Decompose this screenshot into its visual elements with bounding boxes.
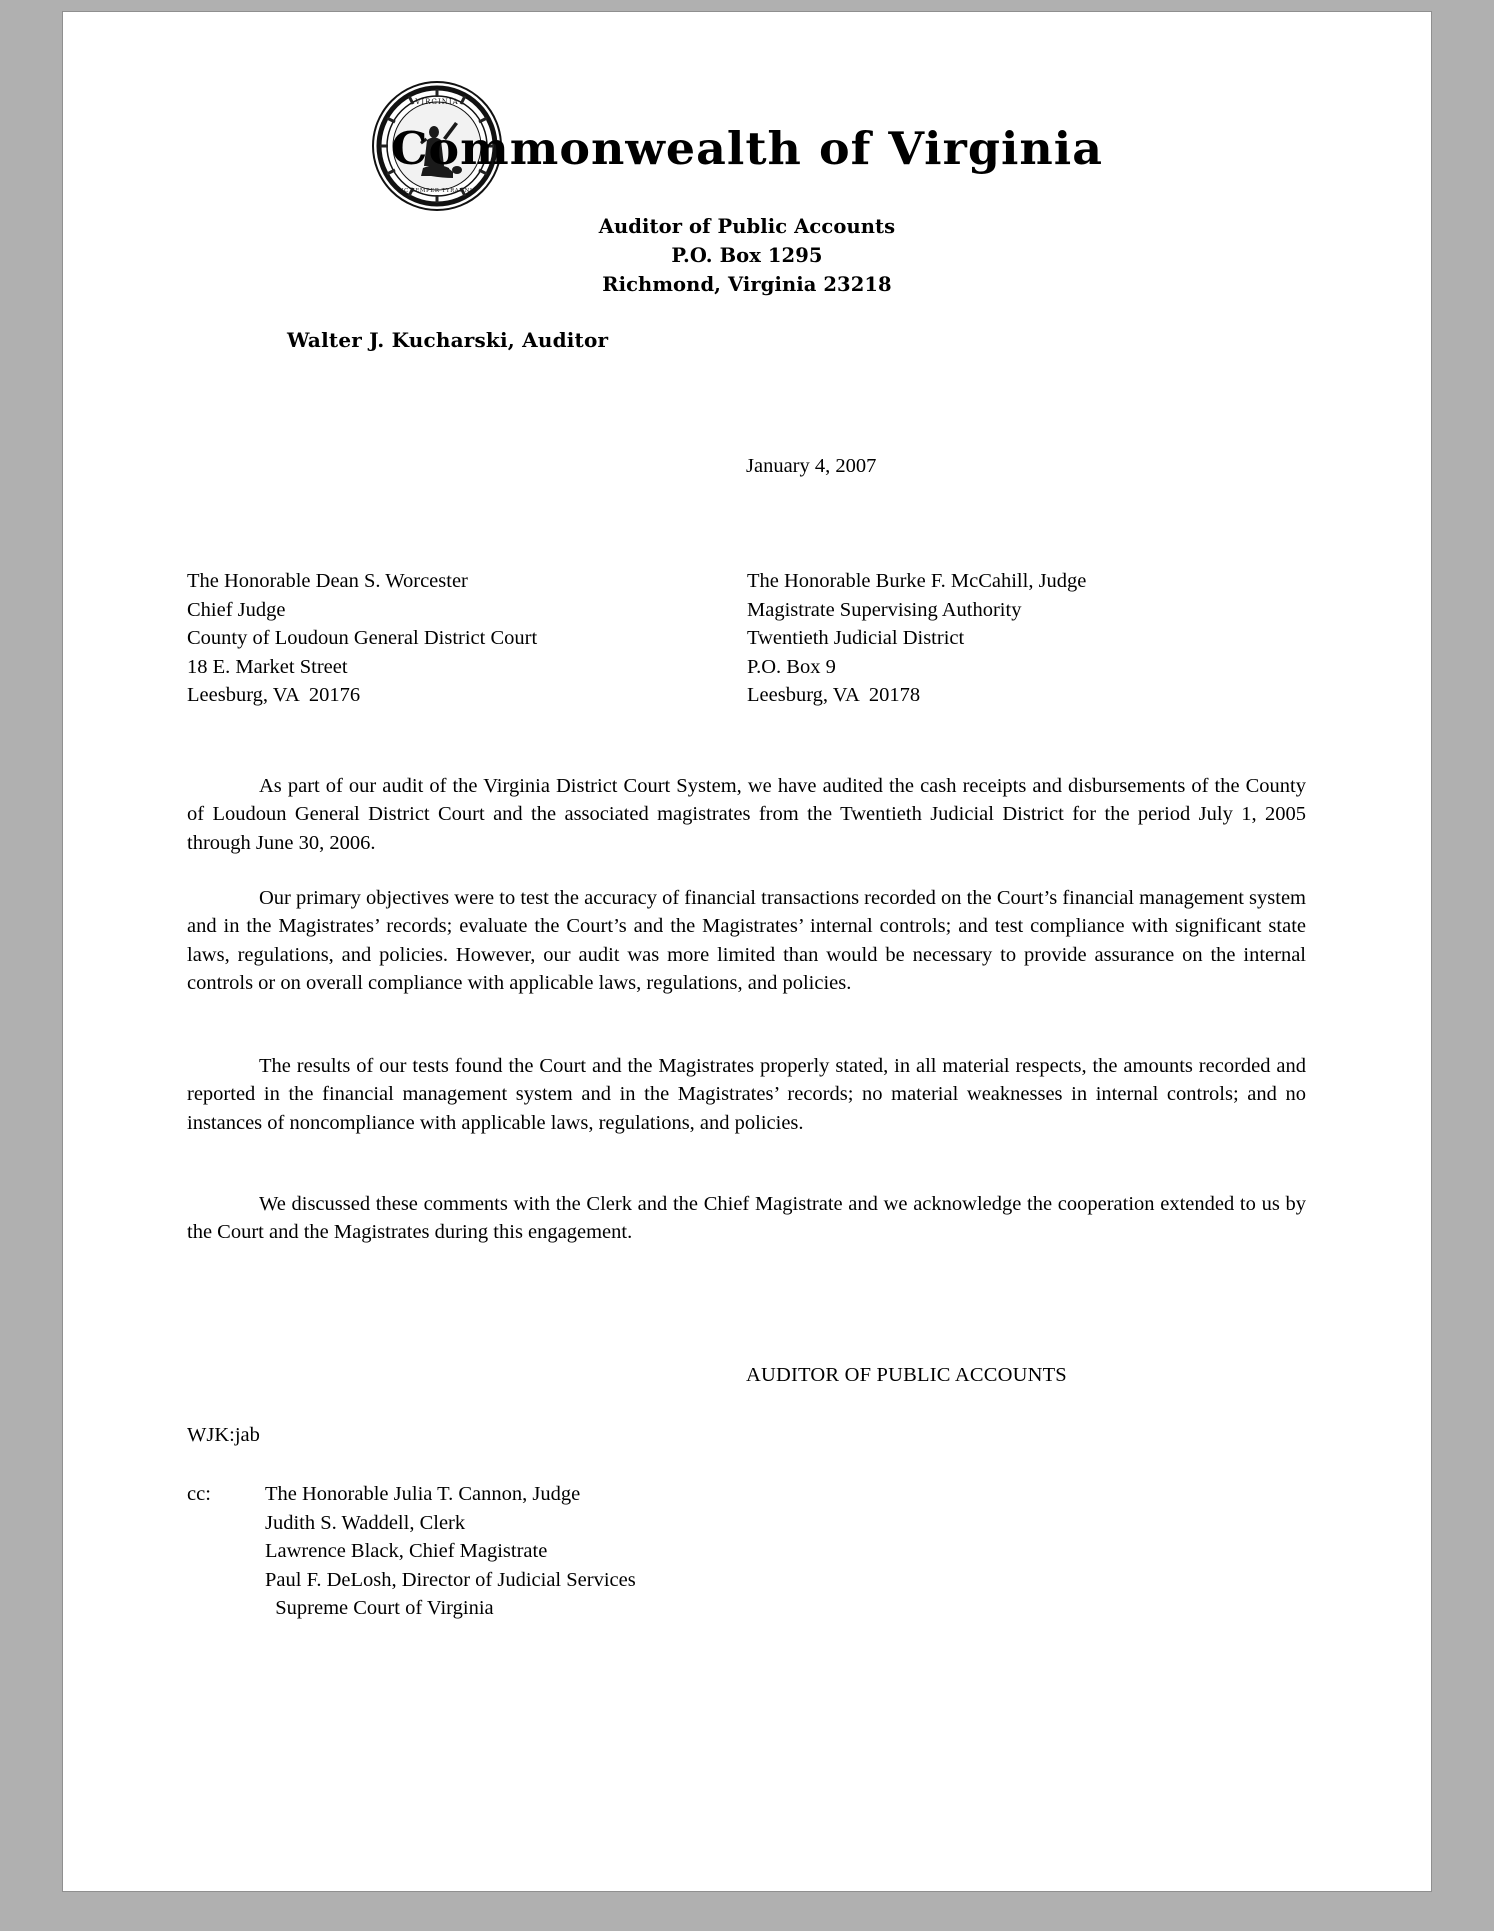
body-paragraph-3: The results of our tests found the Court and the Magistrates properly stated, in all material respects, the amounts recorded and reported in the financial management system and in the Magistrates’ records; no material weaknesses in internal controls; and no instances of noncompliance with applicable laws, regulations, and policies. (187, 1055, 1306, 1134)
agency-address-block (599, 212, 895, 299)
recipient-left-line: 18 E. Market Street (187, 655, 348, 678)
agency-po-box: P.O. Box 1295 (671, 244, 823, 267)
recipient-left-line: Leesburg, VA 20176 (187, 684, 361, 707)
typist-initials: WJK:jab (187, 1424, 260, 1446)
cc-label: cc: (187, 1483, 211, 1505)
recipient-right-line: The Honorable Burke F. McCahill, Judge (747, 570, 1087, 592)
cc-recipient-list (265, 1480, 636, 1623)
recipient-left (187, 567, 747, 710)
recipient-right-line: Magistrate Supervising Authority (747, 598, 1022, 621)
recipient-right-line: Twentieth Judicial District (747, 627, 965, 650)
signature-block: AUDITOR OF PUBLIC ACCOUNTS (746, 1364, 1067, 1386)
recipient-right-line: P.O. Box 9 (747, 655, 836, 678)
recipient-right (747, 567, 1287, 710)
recipient-right-line: Leesburg, VA 20178 (747, 684, 921, 707)
document-page (63, 12, 1431, 1891)
auditor-name: Walter J. Kucharski, Auditor (287, 328, 609, 352)
body-paragraph-2: Our primary objectives were to test the accuracy of financial transactions recorded on the Court’s financial management system and in the Magistrates’ records; evaluate the Court’s and the Magistrates’ internal controls; and test compliance with significant state laws, regulations, and policies. However, our audit was more limited than would be necessary to provide assurance on the internal controls or on overall compliance with applicable laws, regulations, and policies. (187, 887, 1306, 995)
cc-recipient: The Honorable Julia T. Cannon, Judge (265, 1483, 581, 1505)
cc-recipient: Supreme Court of Virginia (265, 1597, 494, 1619)
svg-text:VIRGINIA: VIRGINIA (415, 98, 459, 106)
letter-date: January 4, 2007 (746, 455, 877, 477)
recipient-left-line: The Honorable Dean S. Worcester (187, 570, 468, 592)
recipient-addresses (187, 567, 1307, 710)
cc-recipient: Paul F. DeLosh, Director of Judicial Services (265, 1568, 636, 1591)
body-paragraph-4: We discussed these comments with the Clerk and the Chief Magistrate and we acknowledge the cooperation extended to us by the Court and the Magistrates during this engagement. (187, 1193, 1306, 1244)
body-paragraph-1: As part of our audit of the Virginia District Court System, we have audited the cash receipts and disbursements of the County of Loudoun General District Court and the associated magistrates from the Twentieth Judicial District for the period July 1, 2005 through June 30, 2006. (187, 775, 1306, 854)
page-content (63, 12, 1431, 1891)
recipient-left-line: County of Loudoun General District Court (187, 627, 538, 650)
svg-text:SIC SEMPER TYRANNIS: SIC SEMPER TYRANNIS (397, 188, 477, 194)
cc-block (187, 1480, 636, 1623)
agency-city-state-zip: Richmond, Virginia 23218 (602, 273, 892, 296)
agency-name: Auditor of Public Accounts (598, 215, 896, 238)
recipient-left-line: Chief Judge (187, 598, 286, 621)
document-title: Commonwealth of Virginia (390, 122, 1104, 175)
cc-recipient: Judith S. Waddell, Clerk (265, 1511, 466, 1534)
letterhead (63, 70, 1431, 352)
cc-recipient: Lawrence Black, Chief Magistrate (265, 1540, 548, 1562)
